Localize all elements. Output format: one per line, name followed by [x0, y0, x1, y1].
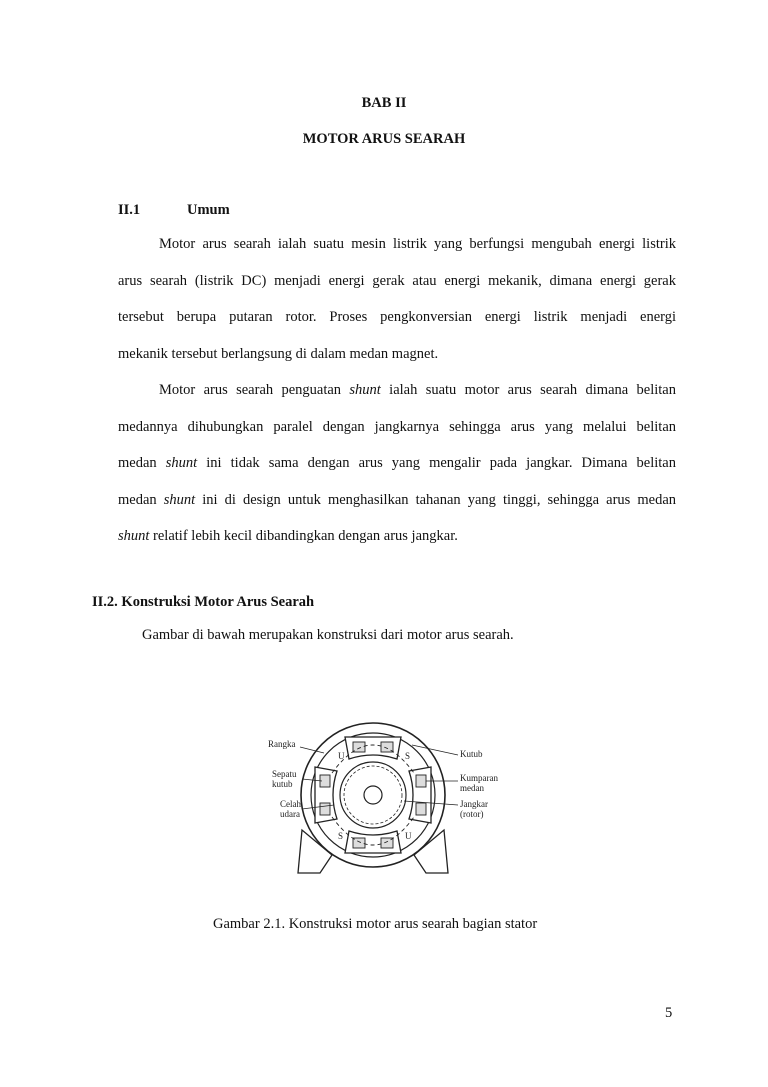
label-sepatu: Sepatu: [272, 769, 297, 779]
figure-caption: Gambar 2.1. Konstruksi motor arus searah bagian stator: [213, 916, 538, 932]
label-celah: Celah: [280, 799, 301, 809]
label-udara: udara: [280, 809, 300, 819]
field-coil: [416, 803, 426, 815]
paragraph-line: mekanik tersebut berlangsung di dalam medan magnet.: [118, 345, 439, 362]
shaft: [364, 786, 382, 804]
label-rangka: Rangka: [268, 739, 296, 749]
field-coil: [353, 742, 365, 752]
paragraph-shunt: [118, 372, 676, 555]
section-number: II.1: [118, 202, 141, 218]
paragraph-line: medannya dihubungkan paralel dengan jangkarnya sehingga arus yang melalui belitan: [118, 418, 676, 435]
paragraph-line: tersebut berupa putaran rotor. Proses pengkonversian energi listrik menjadi energi: [118, 309, 676, 325]
pole-label: S: [405, 751, 411, 761]
paragraph-intro: [118, 226, 676, 372]
label-medan: medan: [460, 783, 484, 793]
field-coil: [353, 838, 365, 848]
pole-label: U: [338, 751, 345, 761]
page-number: 5: [665, 1005, 673, 1021]
label-kutub-right: Kutub: [460, 749, 483, 759]
field-coil: [416, 775, 426, 787]
section-title: Umum: [187, 202, 230, 218]
chapter-title: MOTOR ARUS SEARAH: [302, 131, 466, 147]
chapter-number: BAB II: [361, 95, 407, 111]
paragraph-line: shunt relatif lebih kecil dibandingkan dengan arus jangkar.: [118, 528, 458, 544]
label-rotor: (rotor): [460, 809, 484, 819]
pole-label: S: [338, 831, 344, 841]
pole-label: U: [405, 831, 412, 841]
label-kumparan: Kumparan: [460, 773, 498, 783]
section2-heading: II.2. Konstruksi Motor Arus Searah: [92, 594, 315, 610]
motor-construction-figure: [262, 715, 522, 895]
paragraph-line: medan shunt ini tidak sama dengan arus yang mengalir pada jangkar. Dimana belitan: [118, 455, 676, 471]
section2-intro: Gambar di bawah merupakan konstruksi dari motor arus searah.: [142, 627, 514, 643]
label-kutub-left: kutub: [272, 779, 293, 789]
field-coil: [320, 803, 330, 815]
label-jangkar: Jangkar: [460, 799, 488, 809]
paragraph-line: arus searah (listrik DC) menjadi energi gerak atau energi mekanik, dimana energi gerak: [118, 272, 676, 289]
paragraph-line: Motor arus searah ialah suatu mesin listrik yang berfungsi mengubah energi listrik: [159, 236, 676, 252]
paragraph-line: Motor arus searah penguatan shunt ialah suatu motor arus searah dimana belitan: [159, 382, 676, 398]
paragraph-line: medan shunt ini di design untuk menghasilkan tahanan yang tinggi, sehingga arus medan: [118, 491, 677, 508]
